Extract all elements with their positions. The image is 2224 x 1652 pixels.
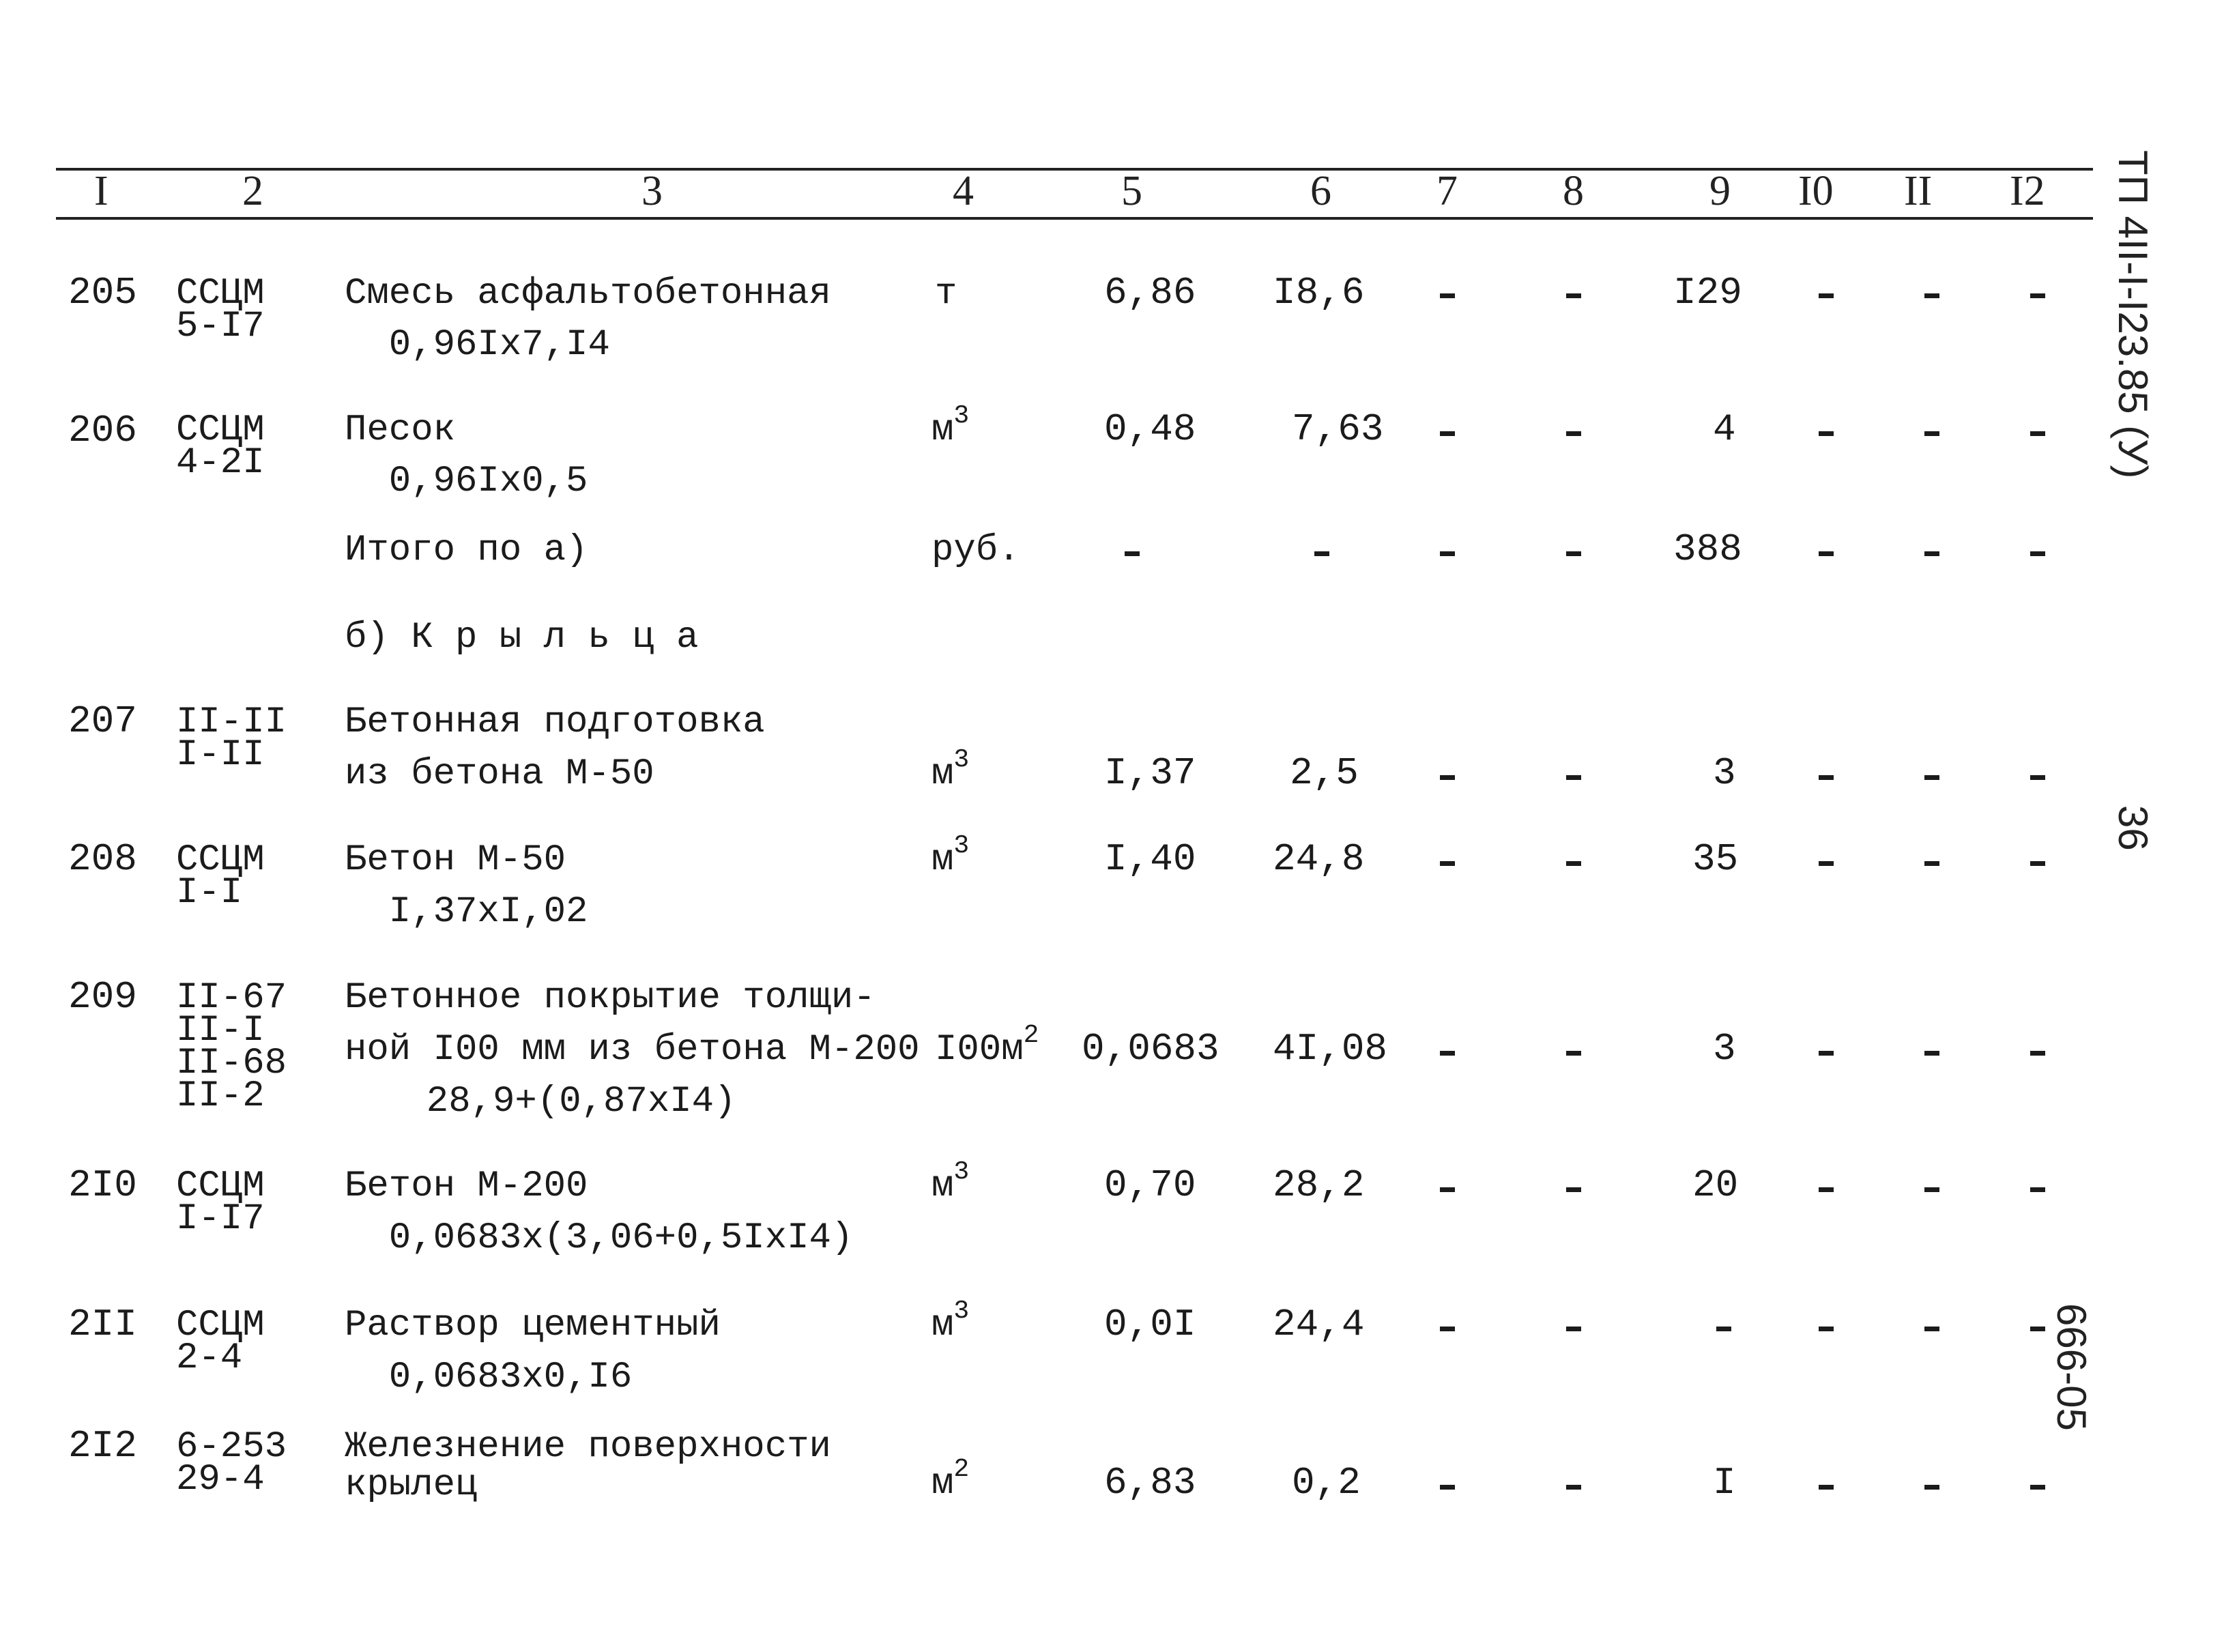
work-name: Бетонная подготовка bbox=[345, 701, 765, 743]
empty-cell-dash bbox=[2030, 431, 2045, 436]
empty-cell-dash bbox=[1924, 1051, 1939, 1056]
norm-code: I-I bbox=[176, 872, 243, 914]
empty-cell-dash bbox=[2030, 1327, 2045, 1331]
column-header-1: I bbox=[94, 168, 109, 214]
norm-code: II-2 bbox=[176, 1075, 265, 1117]
empty-cell-dash bbox=[1819, 431, 1834, 436]
empty-cell-dash bbox=[1566, 1485, 1581, 1490]
row-number: 2I0 bbox=[68, 1163, 137, 1207]
unit-cost: 24,4 bbox=[1273, 1303, 1365, 1346]
work-name: ной I00 мм из бетона М-200 bbox=[345, 1029, 920, 1071]
row-number: 2II bbox=[68, 1303, 137, 1346]
norm-code: II-I bbox=[176, 1010, 265, 1052]
empty-cell-dash bbox=[1819, 1187, 1834, 1192]
empty-cell-dash bbox=[1924, 431, 1939, 436]
empty-cell-dash bbox=[1566, 431, 1581, 436]
unit: $м^3$ bbox=[932, 745, 970, 795]
empty-cell-dash bbox=[1819, 1485, 1834, 1490]
empty-cell-dash bbox=[1440, 861, 1455, 866]
total-cost: 20 bbox=[1692, 1163, 1739, 1207]
norm-code: 5-I7 bbox=[176, 306, 265, 347]
column-header-11: II bbox=[1904, 168, 1933, 214]
work-formula: 0,96Ix7,I4 bbox=[345, 324, 610, 366]
unit: $I00м^2$ bbox=[935, 1021, 1039, 1071]
total-cost: 35 bbox=[1692, 837, 1739, 881]
work-name: крылец bbox=[345, 1464, 478, 1506]
empty-cell-dash bbox=[1924, 293, 1939, 298]
empty-cell-dash bbox=[1819, 1327, 1834, 1331]
column-header-3: 3 bbox=[641, 168, 663, 214]
quantity: 0,70 bbox=[1104, 1163, 1196, 1207]
empty-cell-dash bbox=[1924, 861, 1939, 866]
empty-cell-dash bbox=[1440, 551, 1455, 556]
empty-cell-dash bbox=[2030, 1051, 2045, 1056]
empty-cell-dash bbox=[2030, 861, 2045, 866]
empty-cell-dash bbox=[1924, 551, 1939, 556]
unit: $м^3$ bbox=[932, 401, 970, 451]
quantity: I,40 bbox=[1104, 837, 1196, 881]
work-name: Железнение поверхности bbox=[345, 1426, 831, 1468]
quantity: 0,0683 bbox=[1082, 1027, 1219, 1071]
empty-cell-dash bbox=[1924, 1327, 1939, 1331]
work-formula: 28,9+(0,87xI4) bbox=[382, 1081, 736, 1122]
unit-cost: 0,2 bbox=[1292, 1461, 1361, 1505]
empty-cell-dash bbox=[1440, 431, 1455, 436]
total-cost: I29 bbox=[1673, 271, 1742, 315]
unit-cost: 28,2 bbox=[1273, 1163, 1365, 1207]
empty-cell-dash bbox=[1716, 1327, 1731, 1331]
norm-code: ССЦМ bbox=[176, 409, 265, 451]
column-header-8: 8 bbox=[1563, 168, 1584, 214]
column-header-5: 5 bbox=[1121, 168, 1142, 214]
work-name: Песок bbox=[345, 409, 456, 451]
work-name: Смесь асфальтобетонная bbox=[345, 273, 831, 315]
empty-cell-dash bbox=[1440, 775, 1455, 780]
norm-code: 4-2I bbox=[176, 442, 265, 484]
work-name: Бетон М-50 bbox=[345, 839, 566, 881]
row-number: 205 bbox=[68, 271, 137, 315]
empty-cell-dash bbox=[1924, 1485, 1939, 1490]
work-formula: 0,0683x(3,06+0,5IxI4) bbox=[345, 1217, 854, 1259]
total-cost: 3 bbox=[1713, 1027, 1736, 1071]
column-header-7: 7 bbox=[1436, 168, 1458, 214]
row-number: 206 bbox=[68, 409, 137, 452]
norm-code: 2-4 bbox=[176, 1337, 243, 1379]
row-number: 208 bbox=[68, 837, 137, 881]
quantity: 6,83 bbox=[1104, 1461, 1196, 1505]
empty-cell-dash bbox=[1819, 775, 1834, 780]
subtotal-value: 388 bbox=[1673, 527, 1742, 571]
empty-cell-dash bbox=[1125, 551, 1140, 556]
quantity: 0,0I bbox=[1104, 1303, 1196, 1346]
work-name: Раствор цементный bbox=[345, 1305, 721, 1346]
norm-code: 6-253 bbox=[176, 1426, 287, 1468]
header-bottom-rule bbox=[56, 217, 2093, 220]
empty-cell-dash bbox=[2030, 1485, 2045, 1490]
norm-code: II-68 bbox=[176, 1043, 287, 1084]
norm-code: ССЦМ bbox=[176, 273, 265, 315]
norm-code: I-II bbox=[176, 734, 265, 776]
work-formula: 0,0683x0,I6 bbox=[345, 1357, 633, 1398]
norm-code: 29-4 bbox=[176, 1459, 265, 1501]
norm-code: ССЦМ bbox=[176, 1165, 265, 1207]
column-header-9: 9 bbox=[1709, 168, 1731, 214]
row-number: 207 bbox=[68, 699, 137, 743]
empty-cell-dash bbox=[1440, 1051, 1455, 1056]
unit: $м^2$ bbox=[932, 1455, 970, 1505]
unit: т bbox=[935, 273, 957, 315]
quantity: 6,86 bbox=[1104, 271, 1196, 315]
archive-number: 666-05 bbox=[2049, 1303, 2094, 1431]
empty-cell-dash bbox=[2030, 775, 2045, 780]
work-formula: 0,96Ix0,5 bbox=[345, 461, 588, 502]
quantity: 0,48 bbox=[1104, 407, 1196, 451]
empty-cell-dash bbox=[1566, 1327, 1581, 1331]
subtotal-label: Итого по а) bbox=[345, 530, 588, 571]
empty-cell-dash bbox=[1924, 775, 1939, 780]
empty-cell-dash bbox=[2030, 293, 2045, 298]
empty-cell-dash bbox=[1819, 293, 1834, 298]
work-name: Бетон М-200 bbox=[345, 1165, 588, 1207]
page-number: 36 bbox=[2110, 805, 2156, 851]
empty-cell-dash bbox=[2030, 1187, 2045, 1192]
empty-cell-dash bbox=[1314, 551, 1329, 556]
row-number: 209 bbox=[68, 975, 137, 1019]
column-header-6: 6 bbox=[1310, 168, 1331, 214]
empty-cell-dash bbox=[1924, 1187, 1939, 1192]
column-header-4: 4 bbox=[953, 168, 974, 214]
empty-cell-dash bbox=[1566, 1187, 1581, 1192]
empty-cell-dash bbox=[1819, 861, 1834, 866]
unit-cost: I8,6 bbox=[1273, 271, 1365, 315]
norm-code: I-I7 bbox=[176, 1198, 265, 1240]
row-number: 2I2 bbox=[68, 1424, 137, 1468]
unit-cost: 24,8 bbox=[1273, 837, 1365, 881]
empty-cell-dash bbox=[1566, 293, 1581, 298]
section-heading: б) К р ы л ь ц а bbox=[345, 617, 699, 658]
unit-cost: 4I,08 bbox=[1273, 1027, 1388, 1071]
unit: руб. bbox=[932, 530, 1020, 571]
empty-cell-dash bbox=[1566, 775, 1581, 780]
norm-code: II-67 bbox=[176, 977, 287, 1019]
norm-code: ССЦМ bbox=[176, 1305, 265, 1346]
empty-cell-dash bbox=[1566, 1051, 1581, 1056]
column-header-10: I0 bbox=[1798, 168, 1834, 214]
empty-cell-dash bbox=[1819, 551, 1834, 556]
total-cost: 4 bbox=[1713, 407, 1736, 451]
sheet-code-annotation: ТП 4II-I-I23.85 (У) bbox=[2110, 150, 2156, 479]
work-name: из бетона М-50 bbox=[345, 753, 654, 795]
unit-cost: 7,63 bbox=[1292, 407, 1384, 451]
empty-cell-dash bbox=[1440, 1327, 1455, 1331]
work-name: Бетонное покрытие толщи- bbox=[345, 977, 876, 1019]
empty-cell-dash bbox=[1819, 1051, 1834, 1056]
total-cost: I bbox=[1713, 1461, 1736, 1505]
unit: $м^3$ bbox=[932, 831, 970, 881]
unit: $м^3$ bbox=[932, 1296, 970, 1346]
empty-cell-dash bbox=[1566, 861, 1581, 866]
norm-code: ССЦМ bbox=[176, 839, 265, 881]
work-formula: I,37xI,02 bbox=[345, 891, 588, 933]
empty-cell-dash bbox=[1440, 293, 1455, 298]
quantity: I,37 bbox=[1104, 751, 1196, 795]
total-cost: 3 bbox=[1713, 751, 1736, 795]
unit: $м^3$ bbox=[932, 1157, 970, 1207]
empty-cell-dash bbox=[1440, 1485, 1455, 1490]
column-header-2: 2 bbox=[242, 168, 263, 214]
empty-cell-dash bbox=[2030, 551, 2045, 556]
column-header-12: I2 bbox=[2010, 168, 2045, 214]
header-top-rule bbox=[56, 168, 2093, 171]
unit-cost: 2,5 bbox=[1290, 751, 1359, 795]
norm-code: II-II bbox=[176, 701, 287, 743]
empty-cell-dash bbox=[1440, 1187, 1455, 1192]
empty-cell-dash bbox=[1566, 551, 1581, 556]
